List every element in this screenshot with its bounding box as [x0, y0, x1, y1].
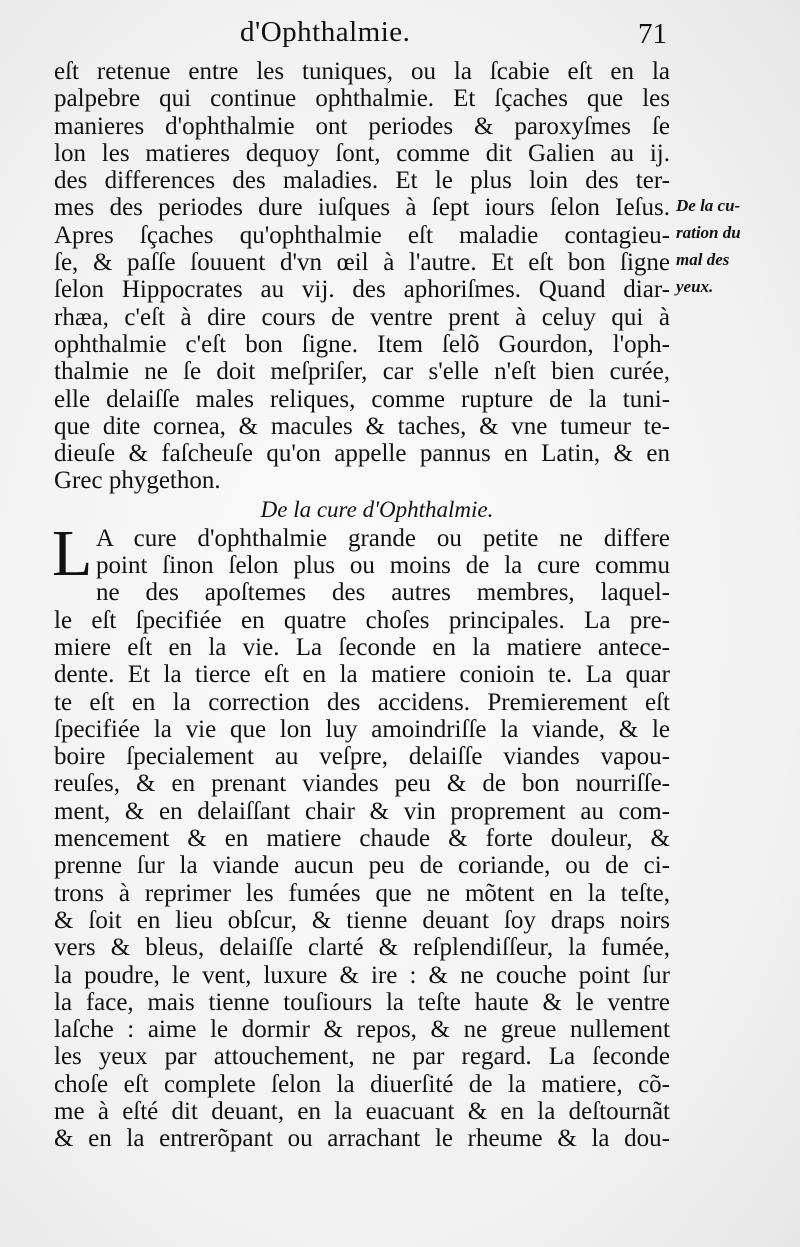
text-line: ophthalmie c'eſt bon ſigne. Item ſelõ Gourdon, l'oph-	[54, 330, 670, 358]
text-line: des differences des maladies. Et le plus loin des ter-	[54, 167, 670, 195]
margin-note-line: ration du	[676, 223, 741, 242]
text-line: boire ſpecialement au veſpre, delaiſſe viandes vapou-	[54, 743, 670, 771]
text-line: miere eſt en la vie. La ſeconde en la matiere antece-	[54, 633, 670, 661]
running-title: d'Ophthalmie.	[240, 16, 411, 48]
text-line: mencement & en matiere chaude & forte douleur, &	[54, 825, 670, 853]
text-line: thalmie ne ſe doit meſpriſer, car s'elle n'eſt bien curée,	[54, 358, 670, 386]
text-line: elle delaiſſe males reliques, comme rupture de la tuni-	[54, 385, 670, 413]
text-line: Grec phygethon.	[54, 467, 221, 495]
text-line: la poudre, le vent, luxure & ire : & ne couche point ſur	[54, 961, 670, 989]
text-line: ne des apoſtemes des autres membres, laquel-	[96, 579, 670, 607]
paragraph-cure	[52, 516, 670, 1153]
text-line: ſpecifiée la vie que lon luy amoindriſſe la viande, & le	[54, 715, 670, 743]
text-line: que dite cornea, & macules & taches, & vne tumeur te-	[54, 412, 670, 440]
text-line: me à eſté dit deuant, en la euacuant & en la deſtournãt	[54, 1097, 670, 1125]
text-line: le eſt ſpecifiée en quatre choſes principales. La pre-	[54, 606, 670, 634]
text-line: te eſt en la correction des accidens. Premierement eſt	[54, 688, 670, 716]
margin-note-line: De la cu-	[676, 196, 741, 215]
drop-cap-letter: L	[52, 516, 93, 590]
text-line: dieuſe & faſcheuſe qu'on appelle pannus en Latin, & en	[54, 440, 670, 468]
page-number: 71	[638, 18, 667, 50]
text-line: point ſinon ſelon plus ou moins de la cure commu	[96, 552, 670, 580]
margin-note-line: mal des	[676, 250, 730, 269]
margin-note-line: yeux.	[676, 277, 714, 296]
text-line: & en la entrerõpant ou arrachant le rheume & la dou-	[54, 1125, 670, 1153]
text-line: Apres ſçaches qu'ophthalmie eſt maladie contagieu-	[54, 221, 670, 249]
text-line: dente. Et la tierce eſt en la matiere conioin te. La quar	[54, 661, 670, 689]
text-line: lon les matieres dequoy ſont, comme dit Galien au ij.	[54, 139, 670, 167]
paragraph-cure-body	[54, 607, 670, 1153]
text-line: manieres d'ophthalmie ont periodes & paroxyſmes ſe	[54, 112, 670, 140]
margin-note	[676, 192, 796, 300]
section-heading: De la cure d'Ophthalmie.	[260, 496, 494, 522]
paragraph-contagion	[54, 58, 670, 495]
text-line: ment, & en delaiſſant chair & vin proprement au com-	[54, 797, 670, 825]
text-line: trons à reprimer les fumées que ne mõtent en la teſte,	[54, 879, 670, 907]
text-line: choſe eſt complete ſelon la diuerſité de la matiere, cõ-	[54, 1070, 670, 1098]
text-line: la face, mais tienne touſiours la teſte haute & le ventre	[54, 988, 670, 1016]
text-line: prenne ſur la viande aucun peu de coriande, ou de ci-	[54, 852, 670, 880]
text-line: reuſes, & en prenant viandes peu & de bon nourriſſe-	[54, 770, 670, 798]
text-line: les yeux par attouchement, ne par regard. La ſeconde	[54, 1043, 670, 1071]
text-line: ſe, & paſſe ſouuent d'vn œil à l'autre. Et eſt bon ſigne	[54, 249, 670, 277]
text-line: mes des periodes dure iuſques à ſept iours ſelon Ieſus.	[54, 194, 670, 222]
text-line: palpebre qui continue ophthalmie. Et ſçaches que les	[54, 85, 670, 113]
text-line: eſt retenue entre les tuniques, ou la ſcabie eſt en la	[54, 58, 670, 85]
dropcap-lines	[52, 516, 670, 607]
text-line: vers & bleus, delaiſſe clarté & reſplendiſſeur, la fumée,	[54, 934, 670, 962]
text-line: laſche : aime le dormir & repos, & ne greue nullement	[54, 1016, 670, 1044]
body-text	[54, 58, 670, 1153]
text-line: A cure d'ophthalmie grande ou petite ne differe	[96, 524, 670, 552]
text-line: & ſoit en lieu obſcur, & tienne deuant ſoy draps noirs	[54, 906, 670, 934]
text-line: ſelon Hippocrates au vij. des aphoriſmes. Quand diar-	[54, 276, 670, 304]
text-line: rhæa, c'eſt à dire cours de ventre prent à celuy qui à	[54, 303, 670, 331]
